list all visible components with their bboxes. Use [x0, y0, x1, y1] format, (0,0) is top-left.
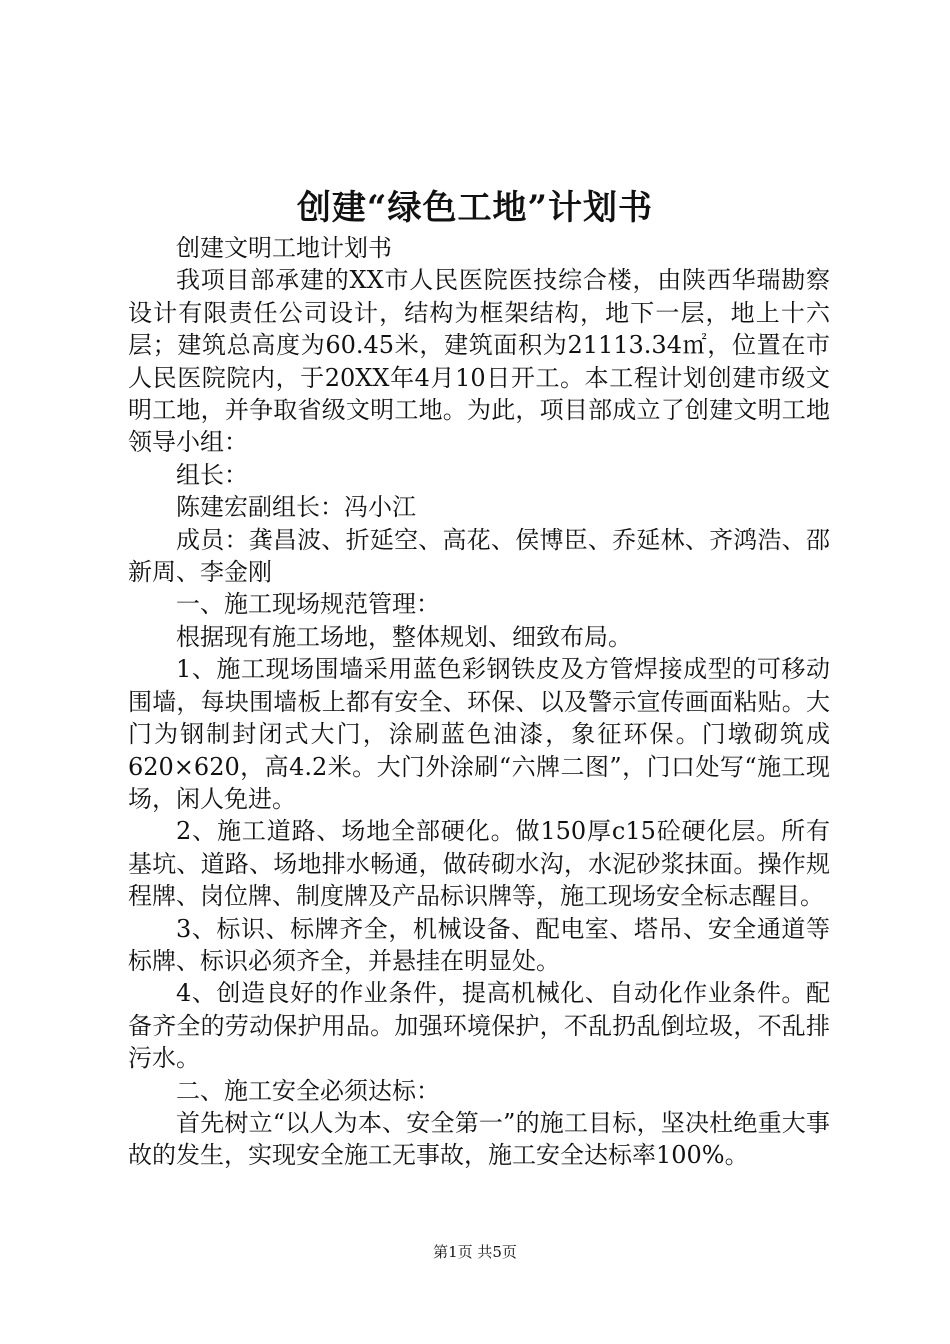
section-heading-safety: 二、施工安全必须达标： [176, 1076, 440, 1105]
section-heading-site-management: 一、施工现场规范管理： [176, 590, 440, 619]
paragraph-item-4: 4、创造良好的作业条件，提高机械化、自动化作业条件。配备齐全的劳动保护用品。加强环境保护，不乱扔乱倒垃圾，不乱排污水。 [128, 979, 830, 1073]
paragraph-deputy-leader: 陈建宏副组长：冯小江 [176, 493, 416, 522]
paragraph-team-leader: 组长： [176, 460, 248, 489]
document-title: 创建“绿色工地”计划书 [296, 188, 654, 228]
page-number-footer: 第1页 共5页 [433, 1243, 517, 1261]
document-body [128, 232, 830, 1172]
paragraph-site-planning: 根据现有施工场地，整体规划、细致布局。 [176, 622, 632, 651]
paragraph-safety-goal: 首先树立“以人为本、安全第一”的施工目标，坚决杜绝重大事故的发生，实现安全施工无事故，施工安全达标率100%。 [128, 1108, 830, 1170]
paragraph-item-3: 3、标识、标牌齐全，机械设备、配电室、塔吊、安全通道等标牌、标识必须齐全，并悬挂在明显处。 [128, 914, 830, 975]
paragraph-subtitle: 创建文明工地计划书 [176, 234, 392, 262]
paragraph-project-intro: 我项目部承建的XX市人民医院医技综合楼，由陕西华瑞勘察设计有限责任公司设计，结构为框架结构，地下一层，地上十六层；建筑总高度为60.45米，建筑面积为21113.34㎡，位置在市人民医院院内，于20XX年4月10日开工。本工程计划创建市级文明工地，并争取省级文明工地。为此，项目部成立了创建文明工地领导小组： [128, 266, 830, 457]
paragraph-members: 成员：龚昌波、折延空、高花、侯博臣、乔延林、齐鸿浩、邵新周、李金刚 [128, 525, 830, 587]
paragraph-item-2: 2、施工道路、场地全部硬化。做150厚c15砼硬化层。所有基坑、道路、场地排水畅通，做砖砌水沟，水泥砂浆抹面。操作规程牌、岗位牌、制度牌及产品标识牌等，施工现场安全标志醒目。 [128, 817, 830, 911]
paragraph-item-1: 1、施工现场围墙采用蓝色彩钢铁皮及方管焊接成型的可移动围墙，每块围墙板上都有安全、环保、以及警示宣传画面粘贴。大门为钢制封闭式大门，涂刷蓝色油漆，象征环保。门墩砌筑成620×620，高4.2米。大门外涂刷“六牌二图”，门口处写“施工现场，闲人免进。 [128, 655, 830, 813]
